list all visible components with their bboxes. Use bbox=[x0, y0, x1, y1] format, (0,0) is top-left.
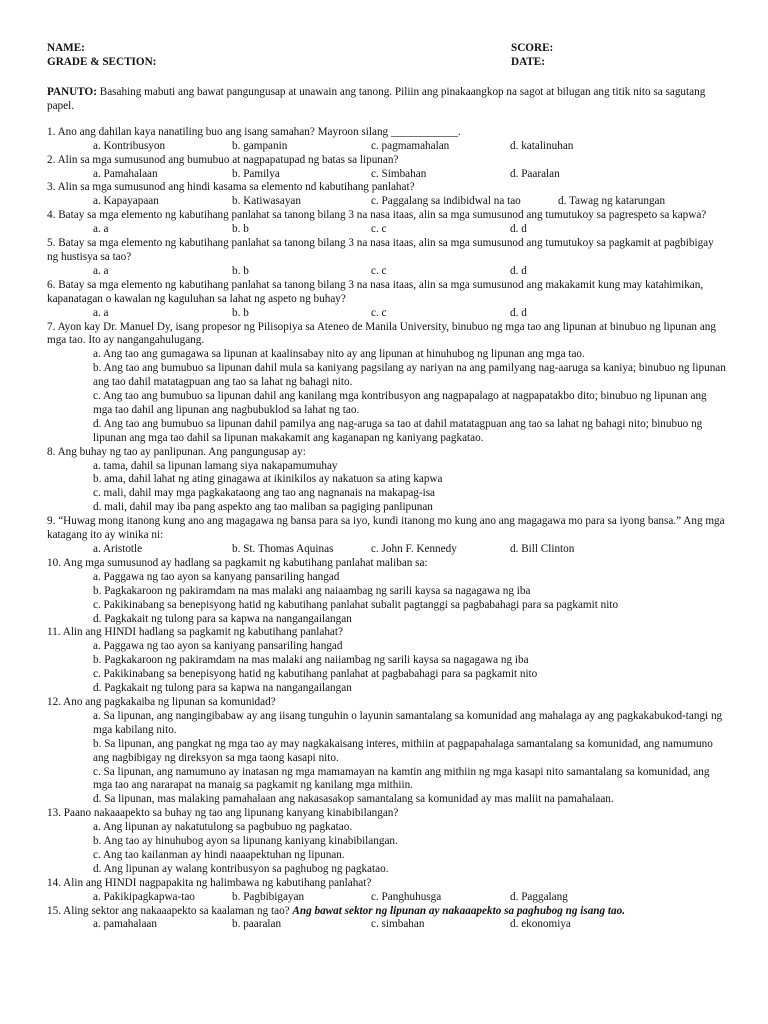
question-2-options bbox=[47, 168, 727, 182]
option[interactable]: b. gampanin bbox=[232, 139, 288, 152]
option[interactable]: b. Ang tao ay hinuhubog ayon sa lipunang kaniyang kinabibilangan. bbox=[93, 835, 398, 848]
option[interactable]: d. Tawag ng katarungan bbox=[558, 195, 666, 208]
option[interactable]: d. katalinuhan bbox=[510, 139, 574, 152]
option[interactable]: a. Ang lipunan ay nakatutulong sa pagbubuo ng pagkatao. bbox=[93, 821, 353, 834]
question-13-options bbox=[47, 821, 727, 877]
option[interactable]: a. Pamahalaan bbox=[93, 167, 158, 180]
question-2: 2. Alin sa mga sumusunod ang bumubuo at nagpapatupad ng batas sa lipunan? bbox=[47, 153, 399, 166]
question-5: 5. Batay sa mga elemento ng kabutihang panlahat sa tanong bilang 3 na nasa itaas, alin sa mga sumusunod ang tumutukoy sa pagkamit at pagbibigay ng hustisya sa tao? bbox=[47, 237, 714, 263]
grade-section-label: GRADE & SECTION: bbox=[47, 55, 157, 68]
question-8-options bbox=[47, 460, 727, 516]
option[interactable]: a. Paggawa ng tao ayon sa kaniyang pansariling hangad bbox=[93, 640, 343, 653]
question-5-options bbox=[47, 265, 727, 279]
option[interactable]: c. Ang tao ang bumubuo sa lipunan dahil ang kanilang mga kontribusyon ang nagpapalago at nagpapatakbo dito; binubuo ng lipunan ang mga tao dahil ang lipunan ang nagbubuklod sa lahat ng tao. bbox=[93, 390, 707, 416]
option[interactable]: b. Ang tao ang bumubuo sa lipunan dahil mula sa kaniyang pagsilang ay nariyan na ang pamilyang nag-aaruga sa kaniya; binubuo ng lipunan ang tao dahil matatagpuan ang tao sa lahat ng bahagi nito. bbox=[93, 362, 726, 389]
option[interactable]: d. d bbox=[510, 223, 527, 236]
option[interactable]: d. Paaralan bbox=[510, 167, 560, 180]
option[interactable]: d. d bbox=[510, 264, 527, 277]
instructions-label: PANUTO: bbox=[47, 86, 97, 98]
question-6-options bbox=[47, 307, 727, 321]
option[interactable]: b. b bbox=[232, 306, 249, 319]
option[interactable]: b. St. Thomas Aquinas bbox=[232, 543, 334, 555]
option[interactable]: a. tama, dahil sa lipunan lamang siya nakapamumuhay bbox=[93, 459, 338, 472]
option[interactable]: c. Pakikinabang sa benepisyong hatid ng kabutihang panlahat subalit pagtanggi sa pagbabahagi para sa pagkamit nito bbox=[93, 598, 619, 611]
option[interactable]: d. Ang lipunan ay walang kontribusyon sa paghubog ng pagkatao. bbox=[93, 862, 389, 875]
question-15-emphasis: Ang bawat sektor ng lipunan ay nakaaapekto sa paghubog ng isang tao. bbox=[292, 904, 626, 917]
question-7: 7. Ayon kay Dr. Manuel Dy, isang propesor ng Pilisopiya sa Ateneo de Manila University, binubuo ng mga tao ang lipunan at binubuo ng lipunan ang mga tao. Ito ay nangangahulugang. bbox=[47, 320, 716, 347]
option[interactable]: a. a bbox=[93, 264, 109, 277]
option[interactable]: b. Pagkakaroon ng pakiramdam na mas malaki ang naiiambag ng sarili kaysa sa nagagawa ng iba bbox=[93, 654, 529, 667]
option[interactable]: b. b bbox=[232, 223, 249, 236]
option[interactable]: c. Panghuhusga bbox=[371, 890, 442, 903]
question-11: 11. Alin ang HINDI hadlang sa pagkamit ng kabutihang panlahat? bbox=[47, 626, 343, 639]
option[interactable]: b. ama, dahil lahat ng ating ginagawa at ikinikilos ay nakatuon sa ating kapwa bbox=[93, 473, 443, 486]
option[interactable]: c. Pakikinabang sa benepisyong hatid ng kabutihang panlahat at pagbabahagi para sa pagkamit nito bbox=[93, 668, 538, 681]
option[interactable]: d. d bbox=[510, 306, 527, 319]
option[interactable]: c. John F. Kennedy bbox=[371, 543, 457, 555]
question-14: 14. Alin ang HINDI nagpapakita ng halimbawa ng kabutihang panlahat? bbox=[47, 876, 372, 889]
option[interactable]: c. Simbahan bbox=[371, 167, 427, 180]
option[interactable]: b. b bbox=[232, 264, 249, 277]
name-label: NAME: bbox=[47, 42, 85, 54]
date-label: DATE: bbox=[511, 55, 545, 68]
question-10: 10. Ang mga sumusunod ay hadlang sa pagkamit ng kabutihang panlahat maliban sa: bbox=[47, 556, 428, 569]
option[interactable]: d. Ang tao ang bumubuo sa lipunan dahil pamilya ang nag-aruga sa tao at dahil matatagpuan ang tao sa lahat ng bahagi nito; binubuo ng lipunan ang mga tao dahil sa lipunan makakamit ang kaganapan ng kaniyang pagkatao. bbox=[93, 417, 703, 444]
question-15-text: 15. Aling sektor ang nakaaapekto sa kaalaman ng tao? bbox=[47, 904, 293, 917]
question-1-options bbox=[47, 140, 727, 154]
option[interactable]: c. mali, dahil may mga pagkakataong ang tao ang nagnanais na makapag-isa bbox=[93, 487, 436, 500]
instructions-text: Basahing mabuti ang bawat pangungusap at unawain ang tanong. Piliin ang pinakaangkop na sagot at bilugan ang titik nito sa sagutang papel. bbox=[47, 86, 706, 112]
option[interactable]: c. c bbox=[371, 306, 387, 319]
option[interactable]: c. simbahan bbox=[371, 918, 425, 931]
option[interactable]: c. c bbox=[371, 223, 387, 236]
question-11-options bbox=[47, 640, 727, 696]
worksheet-body bbox=[47, 86, 727, 932]
header-left bbox=[47, 42, 156, 70]
option[interactable]: a. Kapayapaan bbox=[93, 195, 159, 208]
option[interactable]: a. a bbox=[93, 223, 109, 236]
option[interactable]: c. Sa lipunan, ang namumuno ay inatasan ng mga mamamayan na kamtin ang mithiin ng mga kasapi nito samantalang sa komunidad, ang mga tao ang nararapat na manaig sa pagkamit ng kanilang mga mithiin. bbox=[93, 765, 710, 792]
option[interactable]: d. Sa lipunan, mas malaking pamahalaan ang nakasasakop samantalang sa komunidad ay mas maliit na pamahalaan. bbox=[93, 793, 614, 806]
option[interactable]: b. paaralan bbox=[232, 918, 282, 931]
option[interactable]: d. Paggalang bbox=[510, 890, 568, 903]
option[interactable]: a. Pakikipagkapwa-tao bbox=[93, 890, 195, 903]
option[interactable]: b. Katiwasayan bbox=[232, 195, 301, 208]
question-7-options bbox=[47, 348, 727, 445]
option[interactable]: a. Sa lipunan, ang nangingibabaw ay ang iisang tunguhin o layunin samantalang sa komunidad ang mahalaga ay ang pagkakabukod-tangi ng mga kabilang nito. bbox=[93, 709, 723, 736]
option[interactable]: a. Aristotle bbox=[93, 543, 143, 555]
option[interactable]: b. Sa lipunan, ang pangkat ng mga tao ay may nagkakaisang interes, mithiin at pagpapahalaga samantalang sa komunidad, ang namumuno ang nagbibigay ng direksyon sa mga taong kasapi nito. bbox=[93, 737, 713, 764]
question-13: 13. Paano nakaaapekto sa buhay ng tao ang lipunang kanyang kinabibilangan? bbox=[47, 807, 399, 820]
option[interactable]: a. pamahalaan bbox=[93, 918, 157, 931]
option[interactable]: c. pagmamahalan bbox=[371, 139, 450, 152]
option[interactable]: d. ekonomiya bbox=[510, 918, 571, 931]
question-14-options bbox=[47, 891, 727, 905]
option[interactable]: b. Pagbibigayan bbox=[232, 890, 305, 903]
option[interactable]: a. a bbox=[93, 306, 109, 319]
option[interactable]: d. mali, dahil may iba pang aspekto ang tao maliban sa pagiging panlipunan bbox=[93, 501, 433, 514]
option[interactable]: c. Ang tao kailanman ay hindi naaapektuhan ng lipunan. bbox=[93, 848, 345, 861]
question-9: 9. “Huwag mong itanong kung ano ang magagawa ng bansa para sa iyo, kundi itanong mo kung ano ang magagawa mo para sa iyong bansa.” Ang mga katagang ito ay winika ni: bbox=[47, 515, 725, 542]
score-label: SCORE: bbox=[511, 42, 554, 54]
question-6: 6. Batay sa mga elemento ng kabutihang panlahat sa tanong bilang 3 na nasa itaas, alin sa mga sumusunod ang makakamit kung may katahimikan, kapanatagan o kawalan ng kaguluhan sa lahat ng aspeto ng buhay? bbox=[47, 278, 704, 305]
question-9-options bbox=[47, 543, 727, 557]
option[interactable]: d. Pagkakait ng tulong para sa kapwa na nangangailangan bbox=[93, 682, 352, 695]
option[interactable]: c. Paggalang sa indibidwal na tao bbox=[371, 195, 521, 208]
option[interactable]: a. Ang tao ang gumagawa sa lipunan at kaalinsabay nito ay ang lipunan at hinuhubog ng lipunan ang mga tao. bbox=[93, 348, 585, 361]
option[interactable]: d. Pagkakait ng tulong para sa kapwa na nangangailangan bbox=[93, 612, 352, 625]
option[interactable]: c. c bbox=[371, 264, 387, 277]
question-12: 12. Ano ang pagkakaiba ng lipunan sa komunidad? bbox=[47, 695, 276, 708]
question-15-options bbox=[47, 918, 727, 932]
question-12-options bbox=[47, 710, 727, 807]
question-15 bbox=[47, 905, 727, 919]
question-1: 1. Ano ang dahilan kaya nanatiling buo ang isang samahan? Mayroon silang ____________. bbox=[47, 125, 461, 138]
question-10-options bbox=[47, 571, 727, 627]
question-3: 3. Alin sa mga sumusunod ang hindi kasama sa elemento nd kabutihang panlahat? bbox=[47, 181, 415, 194]
instructions bbox=[47, 86, 727, 114]
option[interactable]: a. Paggawa ng tao ayon sa kanyang pansariling hangad bbox=[93, 570, 340, 583]
header-right bbox=[511, 42, 553, 70]
option[interactable]: a. Kontribusyon bbox=[93, 139, 166, 152]
option[interactable]: b. Pamilya bbox=[232, 167, 280, 180]
question-4: 4. Batay sa mga elemento ng kabutihang panlahat sa tanong bilang 3 na nasa itaas, alin sa mga sumusunod ang tumutukoy sa pagrespeto sa kapwa? bbox=[47, 209, 707, 222]
question-3-options bbox=[47, 195, 727, 209]
question-4-options bbox=[47, 223, 727, 237]
option[interactable]: d. Bill Clinton bbox=[510, 543, 575, 555]
option[interactable]: b. Pagkakaroon ng pakiramdam na mas malaki ang naiaambag ng sarili kaysa sa nagagawa ng iba bbox=[93, 584, 531, 597]
question-8: 8. Ang buhay ng tao ay panlipunan. Ang pangungusap ay: bbox=[47, 445, 306, 458]
